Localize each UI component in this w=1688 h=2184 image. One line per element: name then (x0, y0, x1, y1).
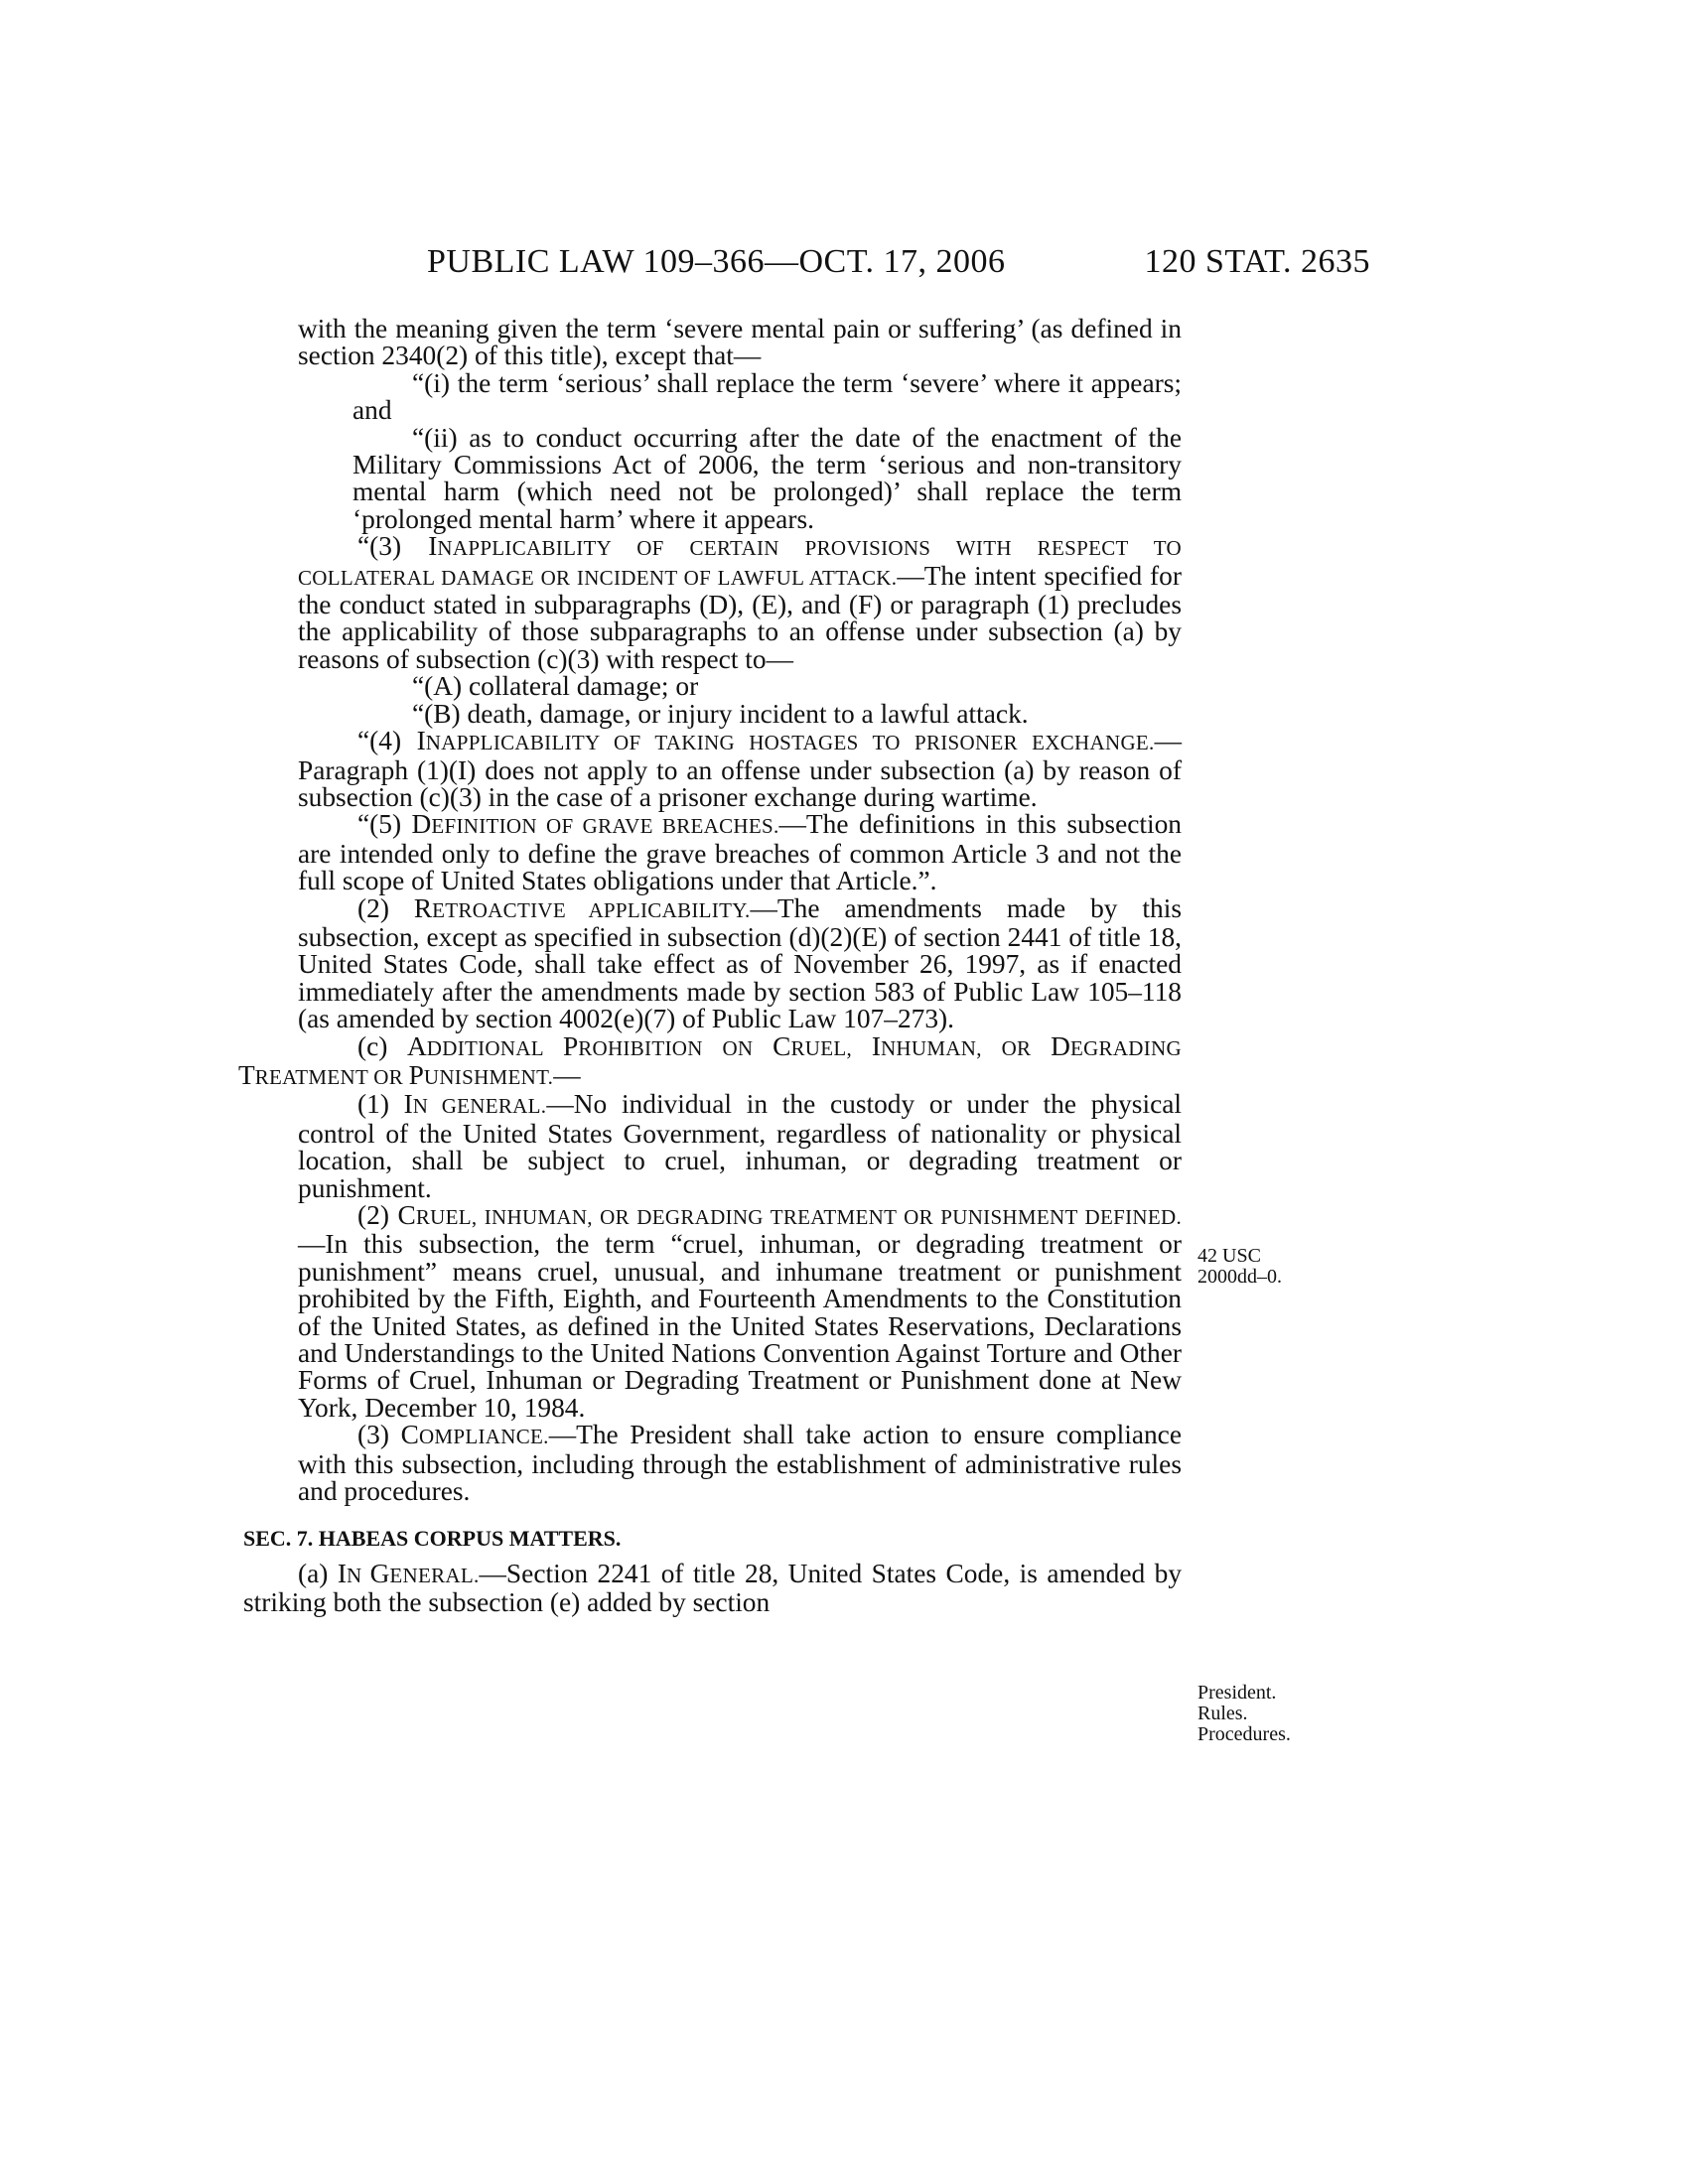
paragraph-5-definition: “(5) DEFINITION OF GRAVE BREACHES.—The definitions in this subsection are intended only to define the grave breaches of common Article 3 and not the full scope of United States obligations under that Article.”. (298, 809, 1182, 896)
header-title: PUBLIC LAW 109–366—OCT. 17, 2006 (427, 243, 1006, 280)
paragraph-clause-ii: “(ii) as to conduct occurring after the date of the enactment of the Military Commissions Act of 2006, the term ‘serious and non-transitory mental harm (which need not be prolonged)’ shall replace the term ‘prolonged mental harm’ where it appears. (352, 422, 1182, 534)
margin-note-usc: 42 USC 2000dd–0. (1197, 1245, 1282, 1288)
paragraph-3-inapplicability: “(3) INAPPLICABILITY OF CERTAIN PROVISIONS WITH RESPECT TO COLLATERAL DAMAGE OR INCIDENT OF LAWFUL ATTACK.—The intent specified for the conduct stated in subparagraphs (D), (E), and (F) or paragraph (1) precludes the applicability of those subparagraphs to an offense under subsection (a) by reasons of subsection (c)(3) with respect to— (298, 531, 1182, 674)
paragraph-2-defined: (2) CRUEL, INHUMAN, OR DEGRADING TREATMENT OR PUNISHMENT DEFINED.—In this subsection, the term “cruel, inhuman, or degrading treatment or punishment” means cruel, unusual, and inhumane treatment or punishment prohibited by the Fifth, Eighth, and Fourteenth Amendments to the Constitution of the United States, as defined in the United States Reservations, Declarations and Understandings to the United Nations Convention Against Torture and Other Forms of Cruel, Inhuman or Degrading Treatment or Punishment done at New York, December 10, 1984. (298, 1200, 1182, 1423)
paragraph-subB: “(B) death, damage, or injury incident to a lawful attack. (412, 698, 1029, 729)
paragraph-a-general: (a) IN GENERAL.—Section 2241 of title 28, United States Code, is amended by striking both the subsection (e) added by section (243, 1558, 1183, 1618)
paragraph-subA: “(A) collateral damage; or (412, 671, 699, 702)
running-header (298, 243, 1370, 293)
paragraph-clause-i: “(i) the term ‘serious’ shall replace the term ‘severe’ where it appears; and (352, 367, 1182, 426)
paragraph-4-hostages: “(4) INAPPLICABILITY OF TAKING HOSTAGES TO PRISONER EXCHANGE.—Paragraph (1)(I) does not apply to an offense under subsection (a) by reason of subsection (c)(3) in the case of a prisoner exchange during wartime. (298, 726, 1182, 812)
paragraph-1-general: (1) IN GENERAL.—No individual in the custody or under the physical control of the United States Government, regardless of nationality or physical location, shall be subject to cruel, inhuman, or degrading treatment or punishment. (298, 1089, 1183, 1203)
paragraph-2-retroactive: (2) RETROACTIVE APPLICABILITY.—The amendments made by this subsection, except as specified in subsection (d)(2)(E) of section 2441 of title 18, United States Code, shall take effect as of November 26, 1997, as if enacted immediately after the amendments made by section 583 of Public Law 105–118 (as amended by section 4002(e)(7) of Public Law 107–273). (298, 892, 1182, 1034)
paragraph: with the meaning given the term ‘severe mental pain or suffering’ (as defined in section 2340(2) of this title), except that— (298, 314, 1182, 371)
subsection-c-heading: (c) ADDITIONAL PROHIBITION ON CRUEL, INHUMAN, OR DEGRADING TREATMENT OR PUNISHMENT.— (238, 1030, 1182, 1090)
section-heading: SEC. 7. HABEAS CORPUS MATTERS. (243, 1526, 622, 1552)
margin-note-president: President. Rules. Procedures. (1197, 1682, 1291, 1745)
header-stat-citation: 120 STAT. 2635 (1144, 243, 1370, 280)
body-text (238, 314, 1183, 1618)
paragraph-3-compliance: (3) COMPLIANCE.—The President shall take action to ensure compliance with this subsection, including through the establishment of administrative rules and procedures. (298, 1420, 1182, 1507)
